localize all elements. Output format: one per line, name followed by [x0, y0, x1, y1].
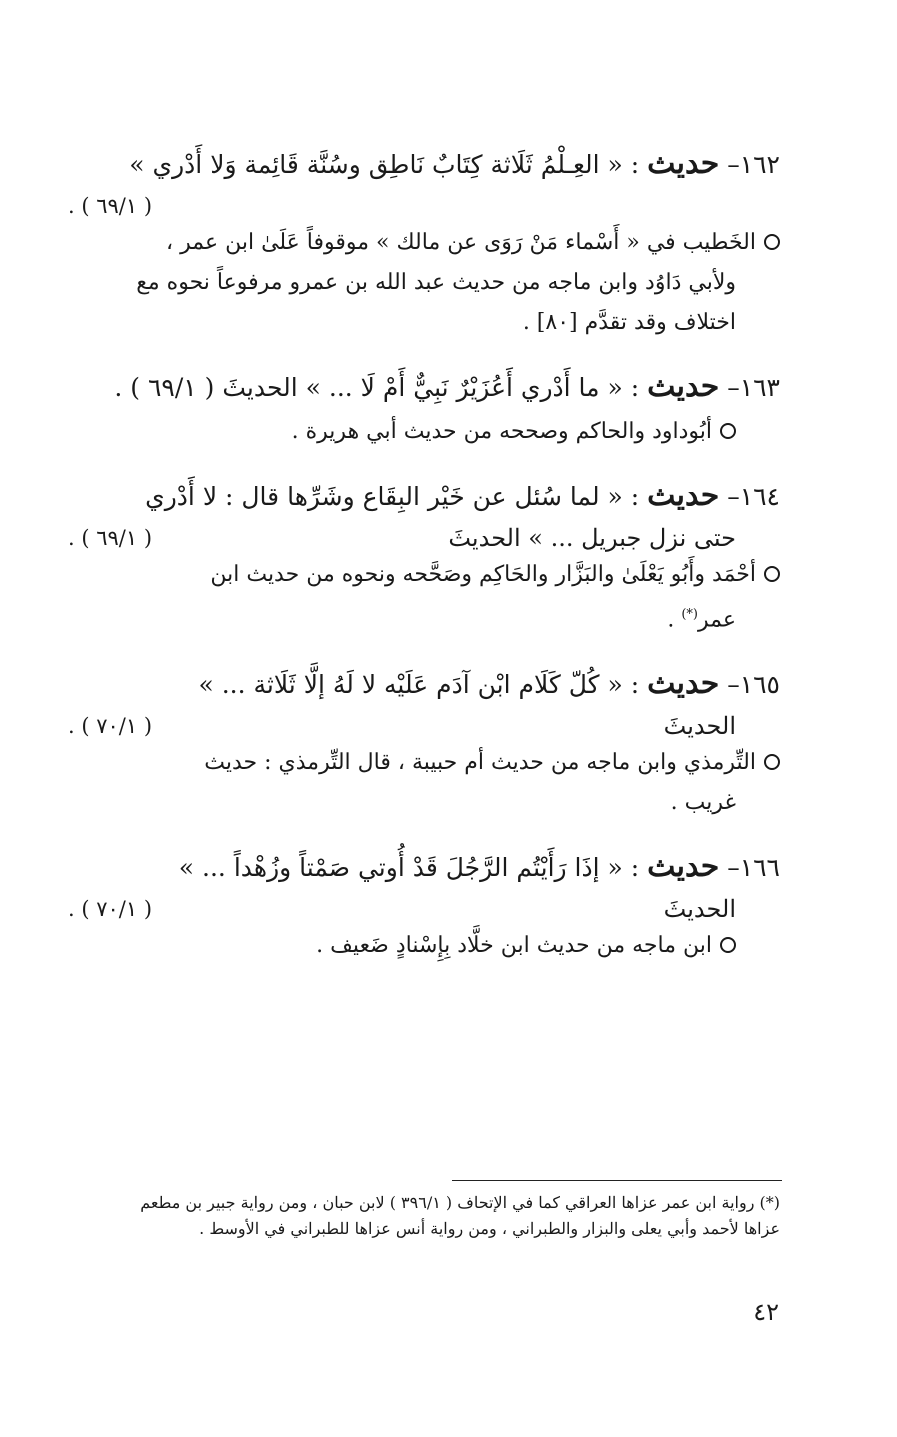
- source-line-last: [68, 595, 780, 640]
- hadith-entry-166: [68, 843, 780, 966]
- entry-number: ١٦٤–: [727, 482, 780, 511]
- hadith-entry-164: [68, 472, 780, 640]
- source-line: الخَطيب في « أَسْماء مَنْ رَوَى عن مالك » موقوفاً عَلَىٰ ابن عمر ،: [166, 230, 756, 255]
- hadith-entry-165: [68, 660, 780, 823]
- footnote: [68, 1190, 780, 1242]
- entry-continuation: حتى نزل جبريل ... » الحديثَ: [448, 524, 736, 552]
- entry-text: : « كُلّ كَلَام ابْن آدَم عَلَيْه لا لَهُ إلَّا ثَلَاثة ... »: [198, 670, 640, 700]
- source-note: [68, 223, 780, 343]
- footnote-divider: [452, 1180, 782, 1181]
- source-line: ولأبي دَاوُد وابن ماجه من حديث عبد الله بن عمرو مرفوعاً نحوه مع: [136, 270, 736, 295]
- page-number: ٤٢: [753, 1298, 779, 1326]
- reference-line: [68, 892, 780, 926]
- reference-line: [68, 709, 780, 743]
- footnote-marker[interactable]: (*): [681, 607, 699, 622]
- circle-bullet-icon: [720, 937, 736, 953]
- entry-reference: ( ٦٩/١ ) .: [68, 526, 153, 550]
- circle-bullet-icon: [764, 234, 780, 250]
- entry-number: ١٦٢–: [727, 150, 780, 179]
- footnote-line: عزاها لأحمد وأبي يعلى والبزار والطبراني ، ومن رواية أنس عزاها للطبراني في الأوسط .: [199, 1219, 780, 1238]
- source-line: التِّرمذي وابن ماجه من حديث أم حبيبة ، قال التِّرمذي : حديث: [204, 750, 756, 776]
- source-note: [68, 926, 780, 966]
- entry-keyword: حديث: [647, 849, 720, 885]
- circle-bullet-icon: [764, 566, 780, 582]
- entry-number: ١٦٥–: [727, 670, 780, 700]
- source-line: اختلاف وقد تقدَّم [٨٠] .: [522, 310, 736, 335]
- source-note: [68, 555, 780, 640]
- entry-continuation: الحديثَ: [663, 712, 736, 741]
- entry-text: : « لما سُئل عن خَيْر البِقَاع وشَرِّها قال : لا أَدْري: [145, 482, 640, 511]
- source-line: أبُوداود والحاكم وصححه من حديث أبي هريرة .: [291, 419, 712, 444]
- circle-bullet-icon: [764, 754, 780, 770]
- footnote-line: (*) رواية ابن عمر عزاها العراقي كما في الإتحاف ( ٣٩٦/١ ) لابن حبان ، ومن رواية جبير بن مطعم: [140, 1193, 780, 1212]
- source-line: غريب .: [670, 790, 736, 816]
- entry-number: ١٦٦–: [727, 853, 780, 883]
- source-line: أحْمَد وأَبُو يَعْلَىٰ والبَزَّار والحَاكِم وصَحَّحه ونحوه من حديث ابن: [210, 562, 756, 587]
- source-note: [68, 743, 780, 823]
- entry-text: : « إذَا رَأَيْتُم الرَّجُلَ قَدْ أُوتي صَمْتاً وزُهْداً ... »: [178, 853, 640, 883]
- source-line: ابن ماجه من حديث ابن خلَّاد بِإِسْنادٍ ضَعيف .: [316, 933, 712, 959]
- entry-heading: [68, 140, 780, 189]
- reference-line: [68, 189, 780, 223]
- entry-number: ١٦٣–: [727, 373, 780, 402]
- hadith-entry-162: [68, 140, 780, 343]
- entry-heading: [68, 843, 780, 892]
- entry-keyword: حديث: [647, 478, 720, 513]
- entry-text: : « ما أَدْري أَعُزَيْرٌ نَبِيٌّ أَمْ لَا ... » الحديثَ ( ٦٩/١ ) .: [114, 373, 640, 402]
- entry-keyword: حديث: [647, 146, 720, 181]
- entry-heading: [68, 660, 780, 709]
- entry-continuation: الحديثَ: [663, 895, 736, 924]
- entry-keyword: حديث: [647, 666, 720, 702]
- entry-text: : « العِـلْمُ ثَلَاثة كِتَابٌ نَاطِق وسُنَّة قَائِمة وَلا أَدْري »: [129, 150, 640, 179]
- entry-keyword: حديث: [647, 369, 720, 404]
- reference-line: [68, 521, 780, 555]
- entry-heading: [68, 363, 780, 412]
- circle-bullet-icon: [720, 423, 736, 439]
- source-line: عمر: [698, 607, 736, 633]
- source-tail: .: [667, 607, 682, 633]
- entry-reference: ( ٧٠/١ ) .: [68, 714, 153, 739]
- entry-reference: ( ٧٠/١ ) .: [68, 897, 153, 922]
- entry-reference: ( ٦٩/١ ) .: [68, 194, 153, 218]
- document-page: [68, 140, 780, 986]
- hadith-entry-163: [68, 363, 780, 452]
- source-note: [68, 412, 780, 452]
- entry-heading: [68, 472, 780, 521]
